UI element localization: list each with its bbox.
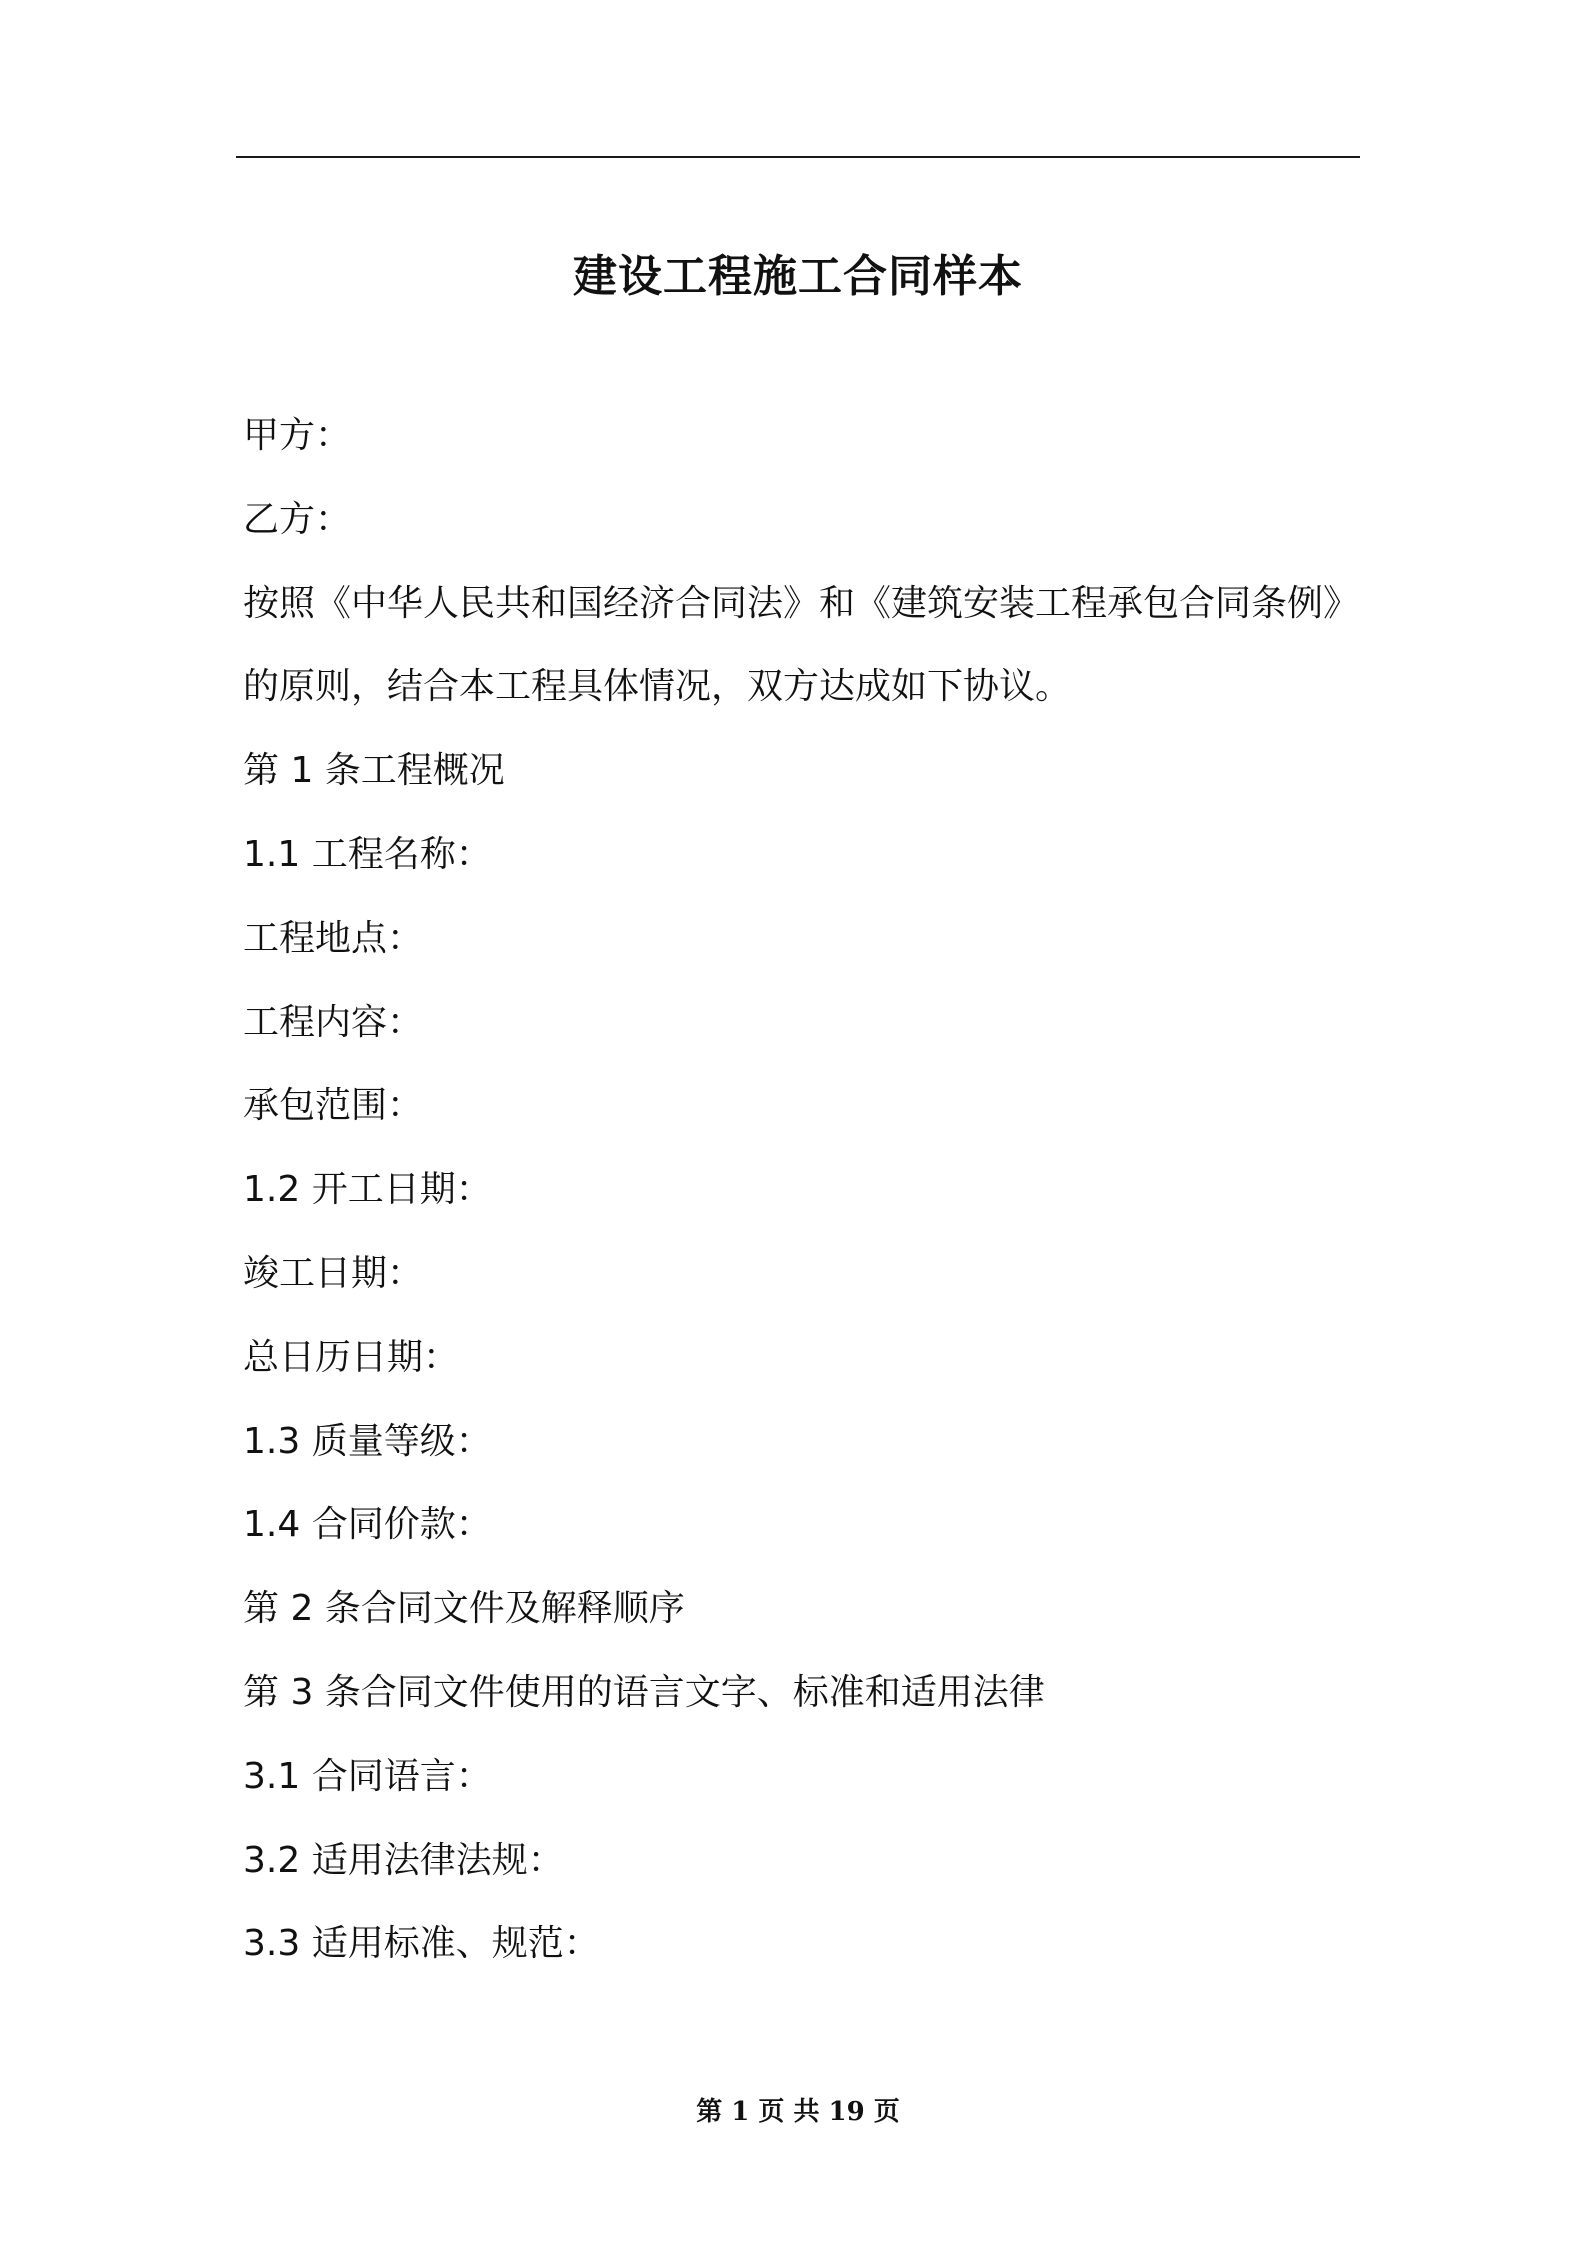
project-location-field: 工程地点： — [243, 917, 424, 959]
page-number-footer: 第 1 页 共 19 页 — [696, 2097, 900, 2127]
project-name-field: 1.1 工程名称： — [243, 833, 492, 875]
party-a-line: 甲方： — [243, 415, 352, 456]
applicable-standards-field: 3.3 适用标准、规范： — [243, 1923, 600, 1965]
document-title: 建设工程施工合同样本 — [573, 251, 1023, 303]
total-calendar-days-field: 总日历日期： — [243, 1336, 460, 1378]
contract-price-field: 1.4 合同价款： — [243, 1504, 492, 1546]
quality-grade-field: 1.3 质量等级： — [243, 1420, 492, 1462]
article-1-heading: 第 1 条工程概况 — [243, 750, 505, 792]
party-b-line: 乙方： — [243, 498, 352, 540]
document-body — [243, 404, 1363, 1996]
completion-date-field: 竣工日期： — [243, 1252, 424, 1294]
header-rule — [236, 156, 1360, 158]
contract-scope-field: 承包范围： — [243, 1085, 424, 1127]
start-date-field: 1.2 开工日期： — [243, 1169, 492, 1211]
applicable-laws-field: 3.2 适用法律法规： — [243, 1839, 564, 1881]
contract-language-field: 3.1 合同语言： — [243, 1755, 492, 1797]
project-content-field: 工程内容： — [243, 1001, 424, 1043]
article-3-heading: 第 3 条合同文件使用的语言文字、标准和适用法律 — [243, 1671, 1045, 1713]
preamble-line: 按照《中华人民共和国经济合同法》和《建筑安装工程承包合同条例》 — [243, 582, 1360, 624]
preamble-line: 的原则，结合本工程具体情况，双方达成如下协议。 — [243, 666, 1072, 708]
article-2-heading: 第 2 条合同文件及解释顺序 — [243, 1588, 685, 1630]
